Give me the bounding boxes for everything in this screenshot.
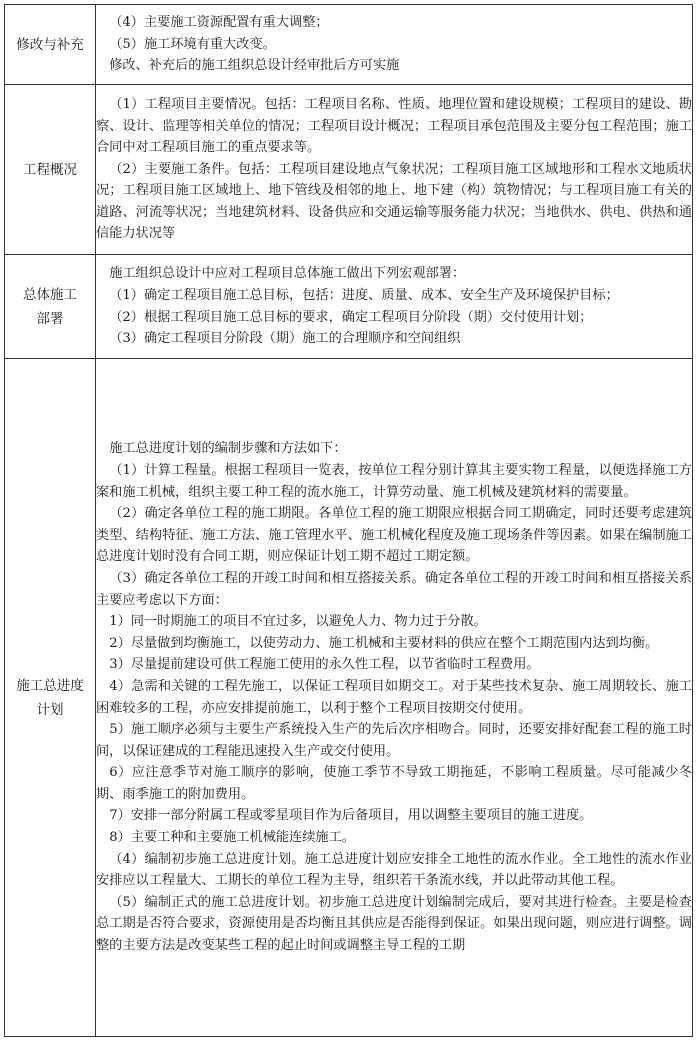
row-label [5, 5, 96, 85]
paragraph: （4）编制初步施工总进度计划。施工总进度计划应安排全工地性的流水作业。全工地性的流水作业安排应以工程量大、工期长的单位工程为主导，组织若干条流水线，并以此带动其他工程。 [96, 851, 692, 889]
paragraph: （2）主要施工条件。包括：工程项目建设地点气象状况；工程项目施工区域地形和工程水文地质状况；工程项目施工区域地上、地下管线及相邻的地上、地下建（构）筑物情况；与工程项目施工有关的道路、河流等状况；当地建筑材料、设备供应和交通运输等服务能力状况；当地供水、供电、供热和通信能力状况等 [96, 161, 692, 242]
paragraph: 7）安排一部分附属工程或零星项目作为后备项目，用以调整主要项目的施工进度。 [109, 808, 593, 824]
paragraph: （1）计算工程量。根据工程项目一览表，按单位工程分别计算其主要实物工程量，以便选择施工方案和施工机械，组织主要工种工程的流水施工，计算劳动量、施工机械及建筑材料的需要量。 [96, 462, 692, 500]
row-content [96, 5, 693, 85]
paragraph: （5）编制正式的施工总进度计划。初步施工总进度计划编制完成后，要对其进行检查。主要是检查总工期是否符合要求，资源使用是否均衡且其供应是否能得到保证。如果出现问题，则应进行调整。调整的主要方法是改变某些工程的起止时间或调整主导工程的工期 [96, 894, 692, 954]
paragraph: （3）确定各单位工程的开竣工时间和相互搭接关系。确定各单位工程的开竣工时间和相互搭接关系主要应考虑以下方面： [96, 570, 692, 608]
row-label [5, 255, 96, 359]
paragraph: （5）施工环境有重大改变。 [109, 36, 276, 52]
row-content [96, 255, 693, 359]
paragraph: 3）尽量提前建设可供工程施工使用的永久性工程，以节省临时工程费用。 [109, 657, 540, 673]
row-label [5, 85, 96, 255]
paragraph: （4）主要施工资源配置有重大调整； [109, 15, 329, 31]
paragraph: 2）尽量做到均衡施工，以使劳动力、施工机械和主要材料的供应在整个工期范围内达到均衡。 [109, 635, 659, 651]
content-table [4, 4, 693, 1037]
paragraph: 4）急需和关键的工程先施工，以保证工程项目如期交工。对于某些技术复杂、施工周期较长、施工困难较多的工程，亦应安排提前施工，以利于整个工程项目按期交付使用。 [96, 678, 692, 716]
row-label-line: 修改与补充 [16, 36, 84, 53]
paragraph: （1）工程项目主要情况。包括：工程项目名称、性质、地理位置和建设规模；工程项目的建设、勘察、设计、监理等相关单位的情况；工程项目设计概况；工程项目承包范围及主要分包工程范围；施工合同中对工程项目施工的重点要求等。 [96, 96, 692, 156]
paragraph: 8）主要工种和主要施工机械能连续施工。 [109, 830, 355, 846]
paragraph: （1）确定工程项目施工总目标，包括：进度、质量、成本、安全生产及环境保护目标； [109, 287, 619, 303]
paragraph: 施工组织总设计中应对工程项目总体施工做出下列宏观部署： [109, 266, 466, 282]
paragraph: （3）确定工程项目分阶段（期）施工的合理顺序和空间组织 [109, 331, 461, 347]
paragraph: （2）根据工程项目施工总目标的要求，确定工程项目分阶段（期）交付使用计划； [109, 309, 593, 325]
row-label-line: 部署 [36, 310, 64, 327]
row-content [96, 359, 693, 1037]
row-label [5, 359, 96, 1037]
table-row [5, 359, 693, 1037]
paragraph: 施工总进度计划的编制步骤和方法如下： [109, 441, 347, 457]
paragraph: 6）应注意季节对施工顺序的影响，使施工季节不导致工期拖延，不影响工程质量。尽可能减少冬期、雨季施工的附加费用。 [96, 765, 692, 802]
table-row [5, 5, 693, 85]
paragraph: （2）确定各单位工程的施工期限。各单位工程的施工期限应根据合同工期确定，同时还要考虑建筑类型、结构特征、施工方法、施工管理水平、施工机械化程度及施工现场条件等因素。如果在编制施工总进度计划时没有合同工期，则应保证计划工期不超过工期定额。 [96, 506, 692, 565]
table-row [5, 85, 693, 255]
row-label-line: 施工总进度 [16, 677, 84, 694]
row-label-line: 工程概况 [23, 161, 77, 178]
table-row [5, 255, 693, 359]
row-label-line: 计划 [36, 701, 64, 718]
row-content [96, 85, 693, 255]
row-label-line: 总体施工 [23, 286, 77, 303]
paragraph: 1）同一时期施工的项目不宜过多，以避免人力、物力过于分散。 [109, 614, 487, 630]
paragraph: 5）施工顺序必须与主要生产系统投入生产的先后次序相吻合。同时，还要安排好配套工程的施工时间，以保证建成的工程能迅速投入生产或交付使用。 [96, 722, 692, 759]
paragraph: 修改、补充后的施工组织总设计经审批后方可实施 [109, 58, 400, 74]
